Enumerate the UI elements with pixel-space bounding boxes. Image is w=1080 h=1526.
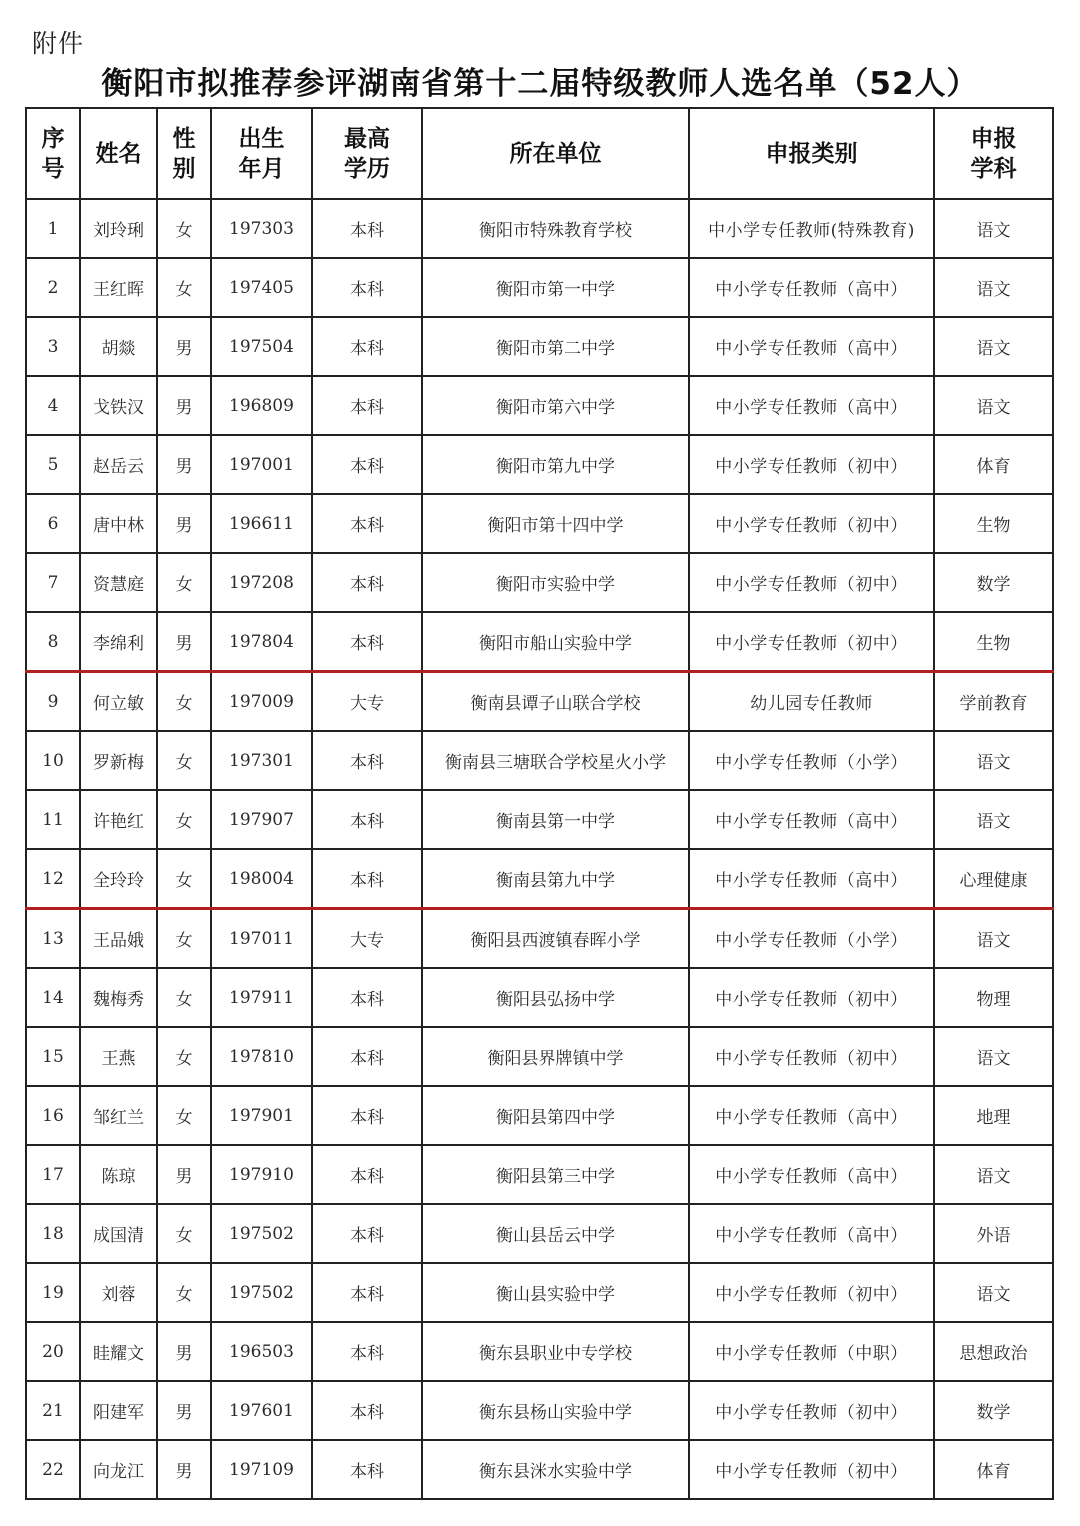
cell-category: 中小学专任教师（初中） <box>689 553 934 612</box>
cell-subject: 体育 <box>934 435 1053 494</box>
cell-education: 本科 <box>312 1263 422 1322</box>
cell-subject: 语文 <box>934 376 1053 435</box>
cell-name: 王红晖 <box>80 258 157 317</box>
cell-unit: 衡阳市第九中学 <box>422 435 689 494</box>
cell-category: 中小学专任教师（高中） <box>689 258 934 317</box>
header-birth-text: 出生 <box>238 125 285 152</box>
cell-education: 本科 <box>312 968 422 1027</box>
table-row <box>26 376 1053 435</box>
cell-unit: 衡阳县界牌镇中学 <box>422 1027 689 1086</box>
attachment-label: 附件 <box>32 29 85 58</box>
cell-education: 本科 <box>312 435 422 494</box>
cell-serial: 21 <box>26 1381 80 1440</box>
cell-subject: 思想政治 <box>934 1322 1053 1381</box>
cell-education: 本科 <box>312 317 422 376</box>
cell-birth: 197502 <box>211 1204 312 1263</box>
cell-serial: 10 <box>26 731 80 790</box>
cell-category: 中小学专任教师（初中） <box>689 612 934 672</box>
cell-gender: 女 <box>157 258 211 317</box>
cell-name: 刘蓉 <box>80 1263 157 1322</box>
cell-birth: 196809 <box>211 376 312 435</box>
table-row <box>26 317 1053 376</box>
cell-serial: 7 <box>26 553 80 612</box>
candidate-table <box>25 107 1054 1500</box>
cell-education: 本科 <box>312 199 422 258</box>
cell-unit: 衡阳市第六中学 <box>422 376 689 435</box>
table-row <box>26 968 1053 1027</box>
cell-education: 本科 <box>312 376 422 435</box>
cell-category: 中小学专任教师（初中） <box>689 494 934 553</box>
cell-subject: 语文 <box>934 317 1053 376</box>
cell-serial: 14 <box>26 968 80 1027</box>
cell-unit: 衡南县第一中学 <box>422 790 689 849</box>
cell-serial: 9 <box>26 672 80 732</box>
cell-gender: 男 <box>157 612 211 672</box>
cell-category: 中小学专任教师（高中） <box>689 376 934 435</box>
cell-gender: 女 <box>157 731 211 790</box>
cell-birth: 197804 <box>211 612 312 672</box>
cell-serial: 22 <box>26 1440 80 1499</box>
cell-subject: 语文 <box>934 731 1053 790</box>
cell-birth: 197901 <box>211 1086 312 1145</box>
header-name <box>80 108 157 199</box>
cell-birth: 197810 <box>211 1027 312 1086</box>
cell-gender: 男 <box>157 1440 211 1499</box>
header-serial-text: 号 <box>41 155 65 182</box>
cell-gender: 男 <box>157 317 211 376</box>
table-row <box>26 199 1053 258</box>
header-education <box>312 108 422 199</box>
cell-category: 中小学专任教师（小学） <box>689 909 934 969</box>
cell-name: 王燕 <box>80 1027 157 1086</box>
cell-serial: 3 <box>26 317 80 376</box>
cell-name: 资慧庭 <box>80 553 157 612</box>
cell-subject: 数学 <box>934 553 1053 612</box>
cell-birth: 197907 <box>211 790 312 849</box>
cell-subject: 心理健康 <box>934 849 1053 909</box>
cell-name: 阳建军 <box>80 1381 157 1440</box>
cell-category: 中小学专任教师（初中） <box>689 1440 934 1499</box>
header-category <box>689 108 934 199</box>
cell-birth: 197910 <box>211 1145 312 1204</box>
cell-category: 中小学专任教师（高中） <box>689 1145 934 1204</box>
cell-subject: 外语 <box>934 1204 1053 1263</box>
table-row <box>26 849 1053 909</box>
table-row <box>26 1263 1053 1322</box>
cell-name: 罗新梅 <box>80 731 157 790</box>
cell-unit: 衡阳市第一中学 <box>422 258 689 317</box>
header-serial <box>26 108 80 199</box>
cell-name: 陈琼 <box>80 1145 157 1204</box>
cell-unit: 衡东县杨山实验中学 <box>422 1381 689 1440</box>
table-row <box>26 1145 1053 1204</box>
table-row <box>26 909 1053 969</box>
cell-gender: 女 <box>157 199 211 258</box>
cell-gender: 女 <box>157 968 211 1027</box>
cell-category: 中小学专任教师（初中） <box>689 968 934 1027</box>
cell-unit: 衡阳市船山实验中学 <box>422 612 689 672</box>
cell-birth: 197011 <box>211 909 312 969</box>
cell-serial: 20 <box>26 1322 80 1381</box>
cell-serial: 16 <box>26 1086 80 1145</box>
header-subject-text: 申报 <box>970 125 1017 152</box>
cell-serial: 6 <box>26 494 80 553</box>
cell-unit: 衡东县职业中专学校 <box>422 1322 689 1381</box>
cell-unit: 衡山县岳云中学 <box>422 1204 689 1263</box>
table-row <box>26 1027 1053 1086</box>
table-row <box>26 435 1053 494</box>
cell-subject: 语文 <box>934 199 1053 258</box>
cell-gender: 男 <box>157 494 211 553</box>
cell-name: 唐中林 <box>80 494 157 553</box>
cell-education: 本科 <box>312 1027 422 1086</box>
header-birth <box>211 108 312 199</box>
header-gender-text: 别 <box>172 155 196 182</box>
header-unit <box>422 108 689 199</box>
cell-education: 本科 <box>312 612 422 672</box>
cell-name: 戈铁汉 <box>80 376 157 435</box>
cell-subject: 物理 <box>934 968 1053 1027</box>
cell-serial: 5 <box>26 435 80 494</box>
table-row <box>26 612 1053 672</box>
cell-category: 中小学专任教师（初中） <box>689 435 934 494</box>
header-subject <box>934 108 1053 199</box>
cell-subject: 地理 <box>934 1086 1053 1145</box>
cell-gender: 女 <box>157 1027 211 1086</box>
cell-unit: 衡阳市特殊教育学校 <box>422 199 689 258</box>
header-name-text: 姓名 <box>95 140 142 167</box>
cell-education: 本科 <box>312 1086 422 1145</box>
cell-subject: 语文 <box>934 258 1053 317</box>
cell-unit: 衡阳县第四中学 <box>422 1086 689 1145</box>
cell-subject: 生物 <box>934 612 1053 672</box>
cell-category: 中小学专任教师（高中） <box>689 790 934 849</box>
header-serial-text: 序 <box>41 125 65 152</box>
table-row <box>26 1322 1053 1381</box>
cell-unit: 衡阳市第二中学 <box>422 317 689 376</box>
cell-gender: 女 <box>157 909 211 969</box>
cell-name: 赵岳云 <box>80 435 157 494</box>
cell-birth: 197109 <box>211 1440 312 1499</box>
cell-category: 中小学专任教师（初中） <box>689 1263 934 1322</box>
cell-category: 幼儿园专任教师 <box>689 672 934 732</box>
cell-gender: 女 <box>157 849 211 909</box>
cell-category: 中小学专任教师（高中） <box>689 849 934 909</box>
cell-education: 本科 <box>312 790 422 849</box>
cell-unit: 衡东县洣水实验中学 <box>422 1440 689 1499</box>
cell-subject: 语文 <box>934 1145 1053 1204</box>
cell-name: 李绵利 <box>80 612 157 672</box>
cell-serial: 17 <box>26 1145 80 1204</box>
cell-gender: 女 <box>157 790 211 849</box>
cell-unit: 衡阳县弘扬中学 <box>422 968 689 1027</box>
cell-name: 全玲玲 <box>80 849 157 909</box>
cell-education: 本科 <box>312 258 422 317</box>
cell-serial: 2 <box>26 258 80 317</box>
cell-category: 中小学专任教师（中职） <box>689 1322 934 1381</box>
cell-birth: 197009 <box>211 672 312 732</box>
cell-name: 成国清 <box>80 1204 157 1263</box>
cell-birth: 197405 <box>211 258 312 317</box>
cell-gender: 男 <box>157 376 211 435</box>
cell-education: 本科 <box>312 553 422 612</box>
table-row <box>26 672 1053 732</box>
cell-gender: 男 <box>157 435 211 494</box>
cell-subject: 学前教育 <box>934 672 1053 732</box>
cell-category: 中小学专任教师(特殊教育) <box>689 199 934 258</box>
table-row <box>26 1440 1053 1499</box>
table-row <box>26 1204 1053 1263</box>
cell-category: 中小学专任教师（高中） <box>689 317 934 376</box>
cell-birth: 196503 <box>211 1322 312 1381</box>
cell-category: 中小学专任教师（初中） <box>689 1027 934 1086</box>
cell-category: 中小学专任教师（小学） <box>689 731 934 790</box>
cell-category: 中小学专任教师（高中） <box>689 1204 934 1263</box>
cell-subject: 语文 <box>934 909 1053 969</box>
cell-unit: 衡南县谭子山联合学校 <box>422 672 689 732</box>
cell-birth: 198004 <box>211 849 312 909</box>
cell-serial: 4 <box>26 376 80 435</box>
cell-birth: 197911 <box>211 968 312 1027</box>
header-subject-text: 学科 <box>970 155 1017 182</box>
cell-serial: 15 <box>26 1027 80 1086</box>
cell-education: 本科 <box>312 1145 422 1204</box>
cell-name: 许艳红 <box>80 790 157 849</box>
table-row <box>26 731 1053 790</box>
header-unit-text: 所在单位 <box>509 140 602 167</box>
cell-name: 向龙江 <box>80 1440 157 1499</box>
cell-birth: 196611 <box>211 494 312 553</box>
cell-serial: 19 <box>26 1263 80 1322</box>
cell-education: 本科 <box>312 1381 422 1440</box>
cell-education: 大专 <box>312 672 422 732</box>
cell-subject: 体育 <box>934 1440 1053 1499</box>
table-row <box>26 790 1053 849</box>
cell-unit: 衡阳县西渡镇春晖小学 <box>422 909 689 969</box>
cell-gender: 女 <box>157 1204 211 1263</box>
cell-serial: 12 <box>26 849 80 909</box>
cell-unit: 衡南县第九中学 <box>422 849 689 909</box>
cell-serial: 18 <box>26 1204 80 1263</box>
table-row <box>26 1086 1053 1145</box>
table-row <box>26 494 1053 553</box>
cell-gender: 女 <box>157 1086 211 1145</box>
cell-education: 本科 <box>312 494 422 553</box>
cell-subject: 数学 <box>934 1381 1053 1440</box>
cell-name: 刘玲琍 <box>80 199 157 258</box>
header-education-text: 最高 <box>344 125 390 152</box>
cell-birth: 197502 <box>211 1263 312 1322</box>
cell-subject: 语文 <box>934 790 1053 849</box>
cell-serial: 1 <box>26 199 80 258</box>
page-title: 衡阳市拟推荐参评湖南省第十二届特级教师人选名单（52人） <box>101 66 979 102</box>
cell-education: 本科 <box>312 731 422 790</box>
cell-subject: 生物 <box>934 494 1053 553</box>
cell-serial: 8 <box>26 612 80 672</box>
cell-unit: 衡阳县第三中学 <box>422 1145 689 1204</box>
cell-name: 眭耀文 <box>80 1322 157 1381</box>
cell-unit: 衡阳市第十四中学 <box>422 494 689 553</box>
cell-birth: 197208 <box>211 553 312 612</box>
cell-birth: 197303 <box>211 199 312 258</box>
cell-name: 何立敏 <box>80 672 157 732</box>
cell-name: 邹红兰 <box>80 1086 157 1145</box>
cell-subject: 语文 <box>934 1263 1053 1322</box>
cell-gender: 女 <box>157 1263 211 1322</box>
cell-unit: 衡山县实验中学 <box>422 1263 689 1322</box>
cell-education: 本科 <box>312 1322 422 1381</box>
cell-birth: 197301 <box>211 731 312 790</box>
cell-gender: 男 <box>157 1381 211 1440</box>
cell-serial: 11 <box>26 790 80 849</box>
cell-subject: 语文 <box>934 1027 1053 1086</box>
cell-gender: 男 <box>157 1145 211 1204</box>
header-gender <box>157 108 211 199</box>
cell-name: 胡燚 <box>80 317 157 376</box>
table-row <box>26 553 1053 612</box>
cell-birth: 197601 <box>211 1381 312 1440</box>
header-education-text: 学历 <box>344 155 390 182</box>
table-header-row <box>26 108 1053 199</box>
table-row <box>26 258 1053 317</box>
table-body <box>26 199 1053 1499</box>
cell-unit: 衡阳市实验中学 <box>422 553 689 612</box>
cell-name: 王品娥 <box>80 909 157 969</box>
cell-category: 中小学专任教师（初中） <box>689 1381 934 1440</box>
cell-education: 本科 <box>312 1204 422 1263</box>
cell-birth: 197001 <box>211 435 312 494</box>
cell-gender: 男 <box>157 1322 211 1381</box>
header-gender-text: 性 <box>172 125 196 152</box>
cell-education: 大专 <box>312 909 422 969</box>
cell-gender: 女 <box>157 672 211 732</box>
table-row <box>26 1381 1053 1440</box>
cell-serial: 13 <box>26 909 80 969</box>
cell-education: 本科 <box>312 1440 422 1499</box>
header-category-text: 申报类别 <box>765 140 858 167</box>
cell-name: 魏梅秀 <box>80 968 157 1027</box>
cell-education: 本科 <box>312 849 422 909</box>
header-birth-text: 年月 <box>238 155 285 182</box>
cell-category: 中小学专任教师（高中） <box>689 1086 934 1145</box>
cell-birth: 197504 <box>211 317 312 376</box>
cell-unit: 衡南县三塘联合学校星火小学 <box>422 731 689 790</box>
cell-gender: 女 <box>157 553 211 612</box>
